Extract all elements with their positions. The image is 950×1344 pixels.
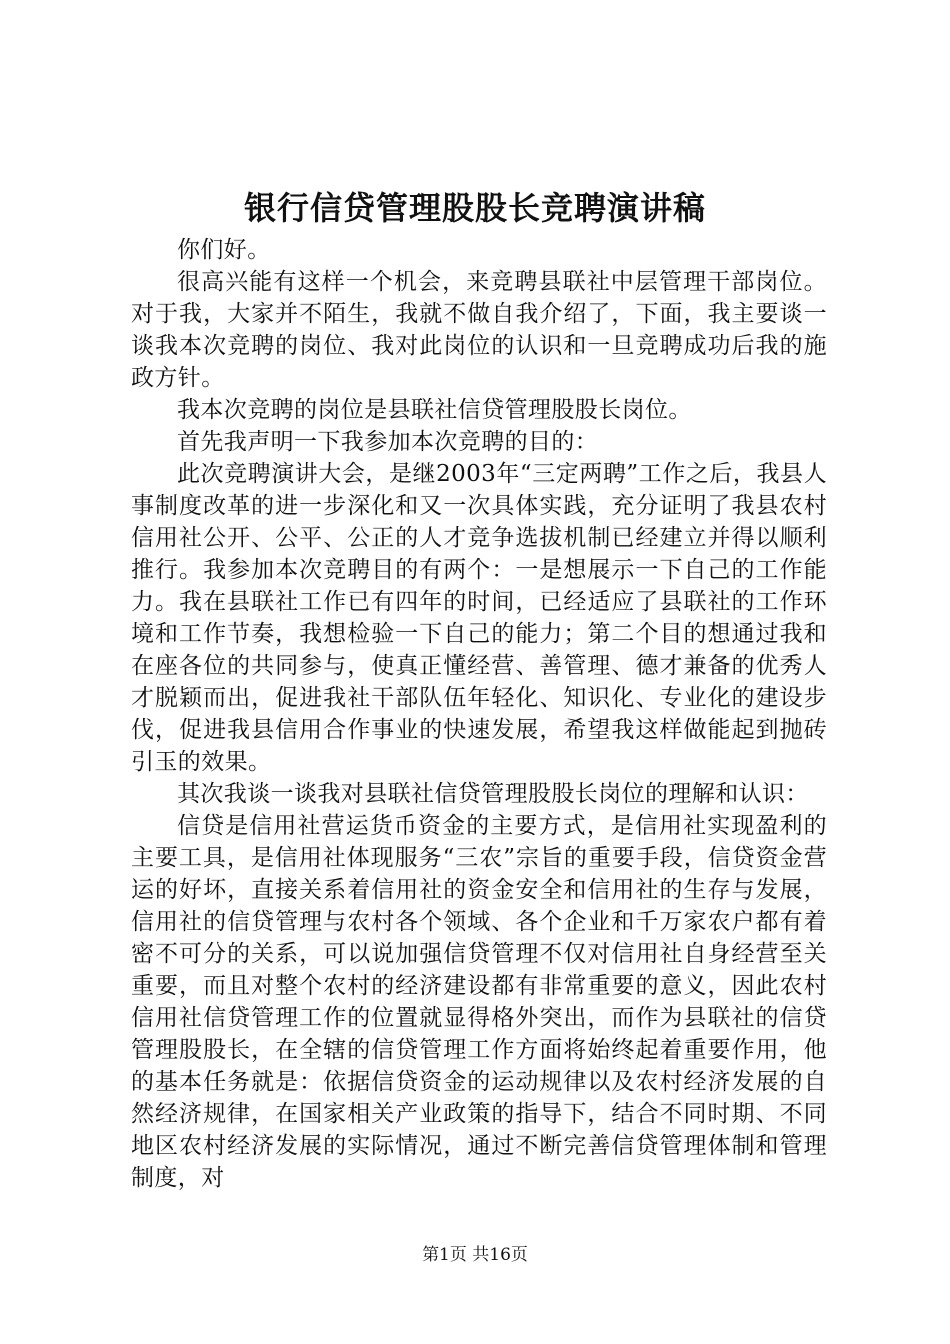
paragraph-understanding-intro: 其次我谈一谈我对县联社信贷管理股股长岗位的理解和认识： — [177, 781, 809, 807]
paragraph-purpose: 此次竞聘演讲大会，是继2003年“三定两聘”工作之后，我县人事制度改革的进一步深化和又一次具体实践，充分证明了我县农村信用社公开、公平、公正的人才竞争选拔机制已经建立并得以顺利推行。我参加本次竞聘目的有两个：一是想展示一下自己的工作能力。我在县联社工作已有四年的时间，已经适应了县联社的工作环境和工作节奏，我想检验一下自己的能力；第二个目的想通过我和在座各位的共同参与，使真正懂经营、善管理、德才兼备的优秀人才脱颖而出，促进我社干部队伍年轻化、知识化、专业化的建设步伐，促进我县信用合作事业的快速发展，希望我这样做能起到抛砖引玉的效果。 — [131, 461, 827, 775]
paragraph-position: 我本次竞聘的岗位是县联社信贷管理股股长岗位。 — [177, 397, 692, 423]
page-footer: 第1页 共16页 — [422, 1245, 528, 1265]
document-body — [131, 234, 827, 1194]
paragraph-purpose-intro: 首先我声明一下我参加本次竞聘的目的： — [177, 429, 599, 455]
paragraph-understanding: 信贷是信用社营运货币资金的主要方式，是信用社实现盈利的主要工具，是信用社体现服务“三农”宗旨的重要手段，信贷资金营运的好坏，直接关系着信用社的资金安全和信用社的生存与发展，信用社的信贷管理与农村各个领域、各个企业和千万家农户都有着密不可分的关系，可以说加强信贷管理不仅对信用社自身经营至关重要，而且对整个农村的经济建设都有非常重要的意义，因此农村信用社信贷管理工作的位置就显得格外突出，而作为县联社的信贷管理股股长，在全辖的信贷管理工作方面将始终起着重要作用，他的基本任务就是：依据信贷资金的运动规律以及农村经济发展的自然经济规律，在国家相关产业政策的指导下，结合不同时期、不同地区农村经济发展的实际情况，通过不断完善信贷管理体制和管理制度，对 — [131, 813, 827, 1191]
paragraph-opening: 很高兴能有这样一个机会，来竞聘县联社中层管理干部岗位。对于我，大家并不陌生，我就不做自我介绍了，下面，我主要谈一谈我本次竞聘的岗位、我对此岗位的认识和一旦竞聘成功后我的施政方针。 — [131, 269, 827, 391]
document-title: 银行信贷管理股股长竞聘演讲稿 — [243, 189, 706, 227]
paragraph-greeting: 你们好。 — [177, 237, 271, 263]
